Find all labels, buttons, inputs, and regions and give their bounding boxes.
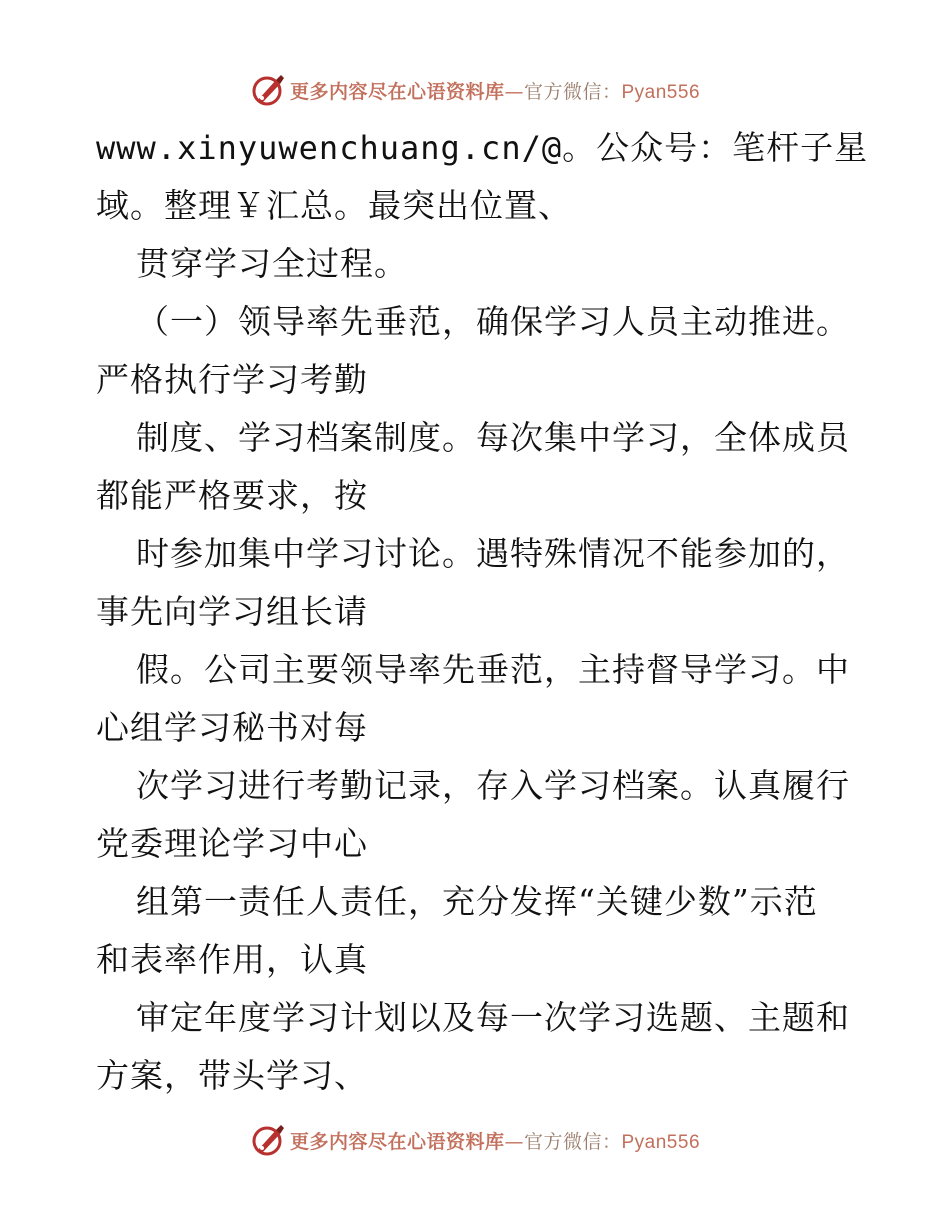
body-line-3: 贯穿学习全过程。 [136,244,408,283]
body-url: www.xinyuwenchuang.cn/@ [96,129,563,167]
pen-logo-icon [250,72,286,108]
banner-dash: — [504,1130,524,1153]
document-body [96,126,876,1112]
banner-main-text: 更多内容尽在心语资料库 [289,1130,505,1153]
body-line-1 [96,126,876,184]
body-line-14: 组第一责任人责任，充分发挥“关键少数”示范 [136,882,818,921]
body-line-13: 党委理论学习中心 [96,824,368,863]
body-line-6: 制度、学习档案制度。每次集中学习，全体成员 [136,418,850,457]
body-line-10: 假。公司主要领导率先垂范，主持督导学习。中 [136,650,850,689]
body-line-5: 严格执行学习考勤 [96,360,368,399]
banner-wechat-label: 官方微信： [523,1130,622,1153]
pen-logo-icon [250,1122,286,1158]
body-line-11: 心组学习秘书对每 [96,708,368,747]
banner-wechat-id: Pyan556 [621,1131,701,1153]
banner-wechat-label: 官方微信： [523,80,622,103]
body-line-17: 方案，带头学习、 [96,1056,368,1095]
body-line-2: 域。整理￥汇总。最突出位置、 [96,186,572,225]
banner-text [290,77,700,104]
body-line-12: 次学习进行考勤记录，存入学习档案。认真履行 [136,766,850,805]
body-line-1-text: 。公众号：笔杆子星 [562,128,869,167]
footer-banner [0,1122,950,1158]
body-line-9: 事先向学习组长请 [96,592,368,631]
body-line-4: （一）领导率先垂范，确保学习人员主动推进。 [136,302,850,341]
body-line-7: 都能严格要求，按 [96,476,368,515]
body-line-8: 时参加集中学习讨论。遇特殊情况不能参加的， [136,534,850,573]
banner-text [290,1127,700,1154]
banner-main-text: 更多内容尽在心语资料库 [289,80,505,103]
body-line-15: 和表率作用，认真 [96,940,368,979]
banner-dash: — [504,80,524,103]
body-line-16: 审定年度学习计划以及每一次学习选题、主题和 [136,998,850,1037]
banner-wechat-id: Pyan556 [621,81,701,103]
header-banner [0,72,950,108]
